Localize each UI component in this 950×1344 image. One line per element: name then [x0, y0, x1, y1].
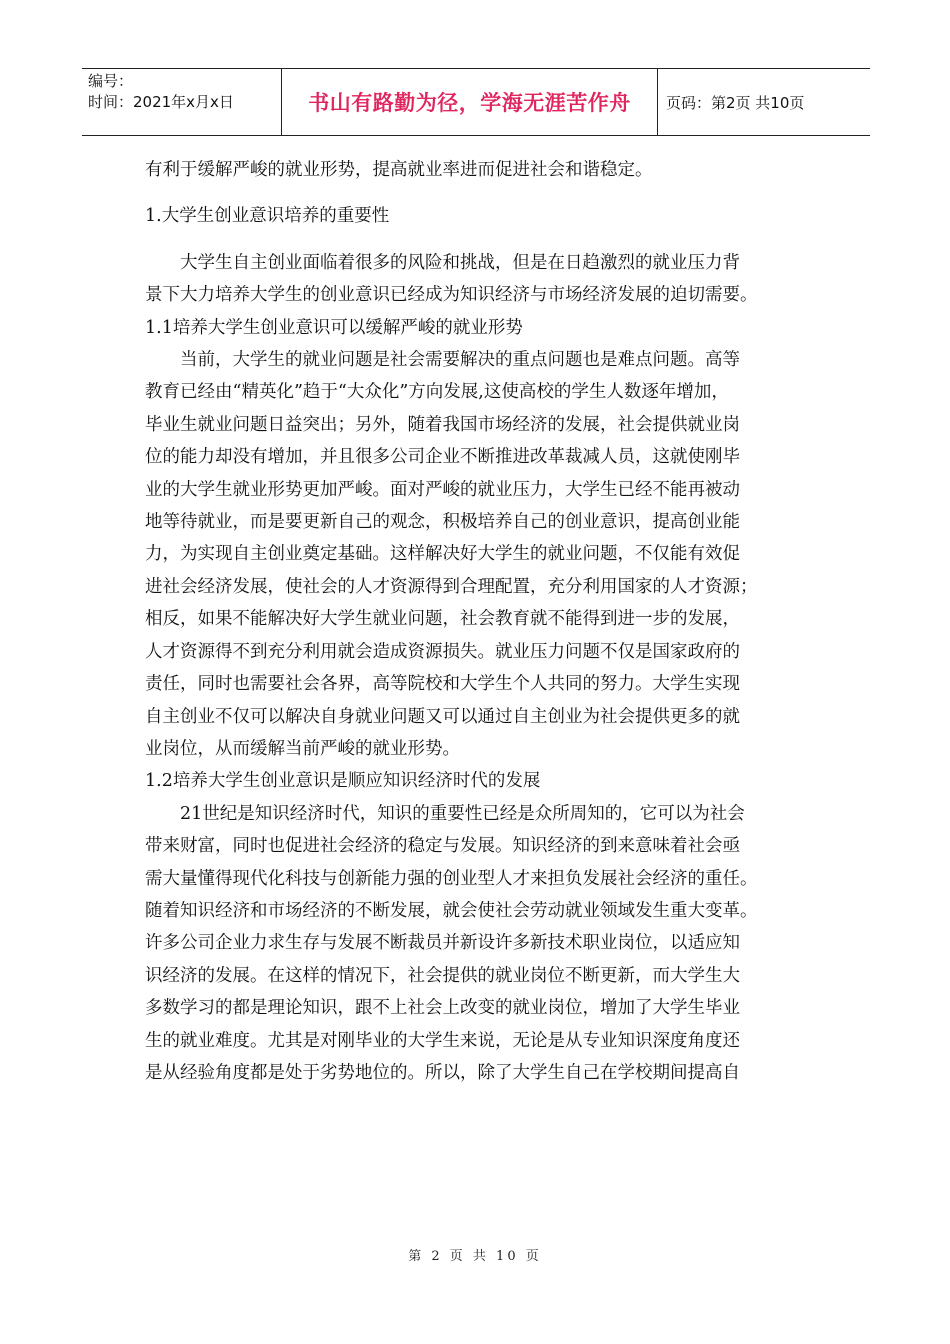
header-motto: 书山有路勤为径，学海无涯苦作舟 — [282, 69, 658, 135]
body-line: 大学生自主创业面临着很多的风险和挑战，但是在日趋激烈的就业压力背 — [180, 252, 740, 273]
subsection-heading: 1.1培养大学生创业意识可以缓解严峻的就业形势 — [145, 317, 523, 338]
section-heading: 1.大学生创业意识培养的重要性 — [145, 206, 390, 227]
body-line: 随着知识经济和市场经济的不断发展，就会使社会劳动就业领域发生重大变革。 — [145, 900, 758, 921]
body-line: 需大量懂得现代化科技与创新能力强的创业型人才来担负发展社会经济的重任。 — [145, 868, 758, 889]
body-line: 相反，如果不能解决好大学生就业问题，社会教育就不能得到进一步的发展， — [145, 609, 740, 630]
body-line: 地等待就业，而是要更新自己的观念，积极培养自己的创业意识，提高创业能 — [145, 512, 740, 533]
document-body — [145, 154, 825, 1089]
body-line: 人才资源得不到充分利用就会造成资源损失。就业压力问题不仅是国家政府的 — [145, 641, 740, 662]
body-line: 识经济的发展。在这样的情况下，社会提供的就业岗位不断更新，而大学生大 — [145, 965, 740, 986]
header-number-label: 编号： — [88, 72, 134, 90]
header-time-label: 时间：2021年x月x日 — [88, 93, 234, 111]
body-line: 业的大学生就业形势更加严峻。面对严峻的就业压力，大学生已经不能再被动 — [145, 479, 740, 500]
page-header — [82, 68, 870, 136]
body-line: 21世纪是知识经济时代，知识的重要性已经是众所周知的，它可以为社会 — [180, 803, 745, 824]
body-line: 业岗位，从而缓解当前严峻的就业形势。 — [145, 738, 460, 759]
page-footer: 第 2 页 共 10 页 — [408, 1249, 542, 1264]
body-line: 景下大力培养大学生的创业意识已经成为知识经济与市场经济发展的迫切需要。 — [145, 285, 758, 306]
body-line: 是从经验角度都是处于劣势地位的。所以，除了大学生自己在学校期间提高自 — [145, 1062, 740, 1083]
body-line: 带来财富，同时也促进社会经济的稳定与发展。知识经济的到来意味着社会亟 — [145, 836, 740, 857]
body-line: 许多公司企业力求生存与发展不断裁员并新设许多新技术职业岗位，以适应知 — [145, 933, 740, 954]
body-line: 当前，大学生的就业问题是社会需要解决的重点问题也是难点问题。高等 — [180, 350, 740, 371]
body-line: 进社会经济发展，使社会的人才资源得到合理配置，充分利用国家的人才资源； — [145, 576, 758, 597]
body-line: 毕业生就业问题日益突出；另外，随着我国市场经济的发展，社会提供就业岗 — [145, 414, 740, 435]
body-line: 力，为实现自主创业奠定基础。这样解决好大学生的就业问题，不仅能有效促 — [145, 544, 740, 565]
header-meta — [82, 69, 282, 135]
body-line: 教育已经由“精英化”趋于“大众化”方向发展,这使高校的学生人数逐年增加， — [145, 382, 729, 403]
body-line: 自主创业不仅可以解决自身就业问题又可以通过自主创业为社会提供更多的就 — [145, 706, 740, 727]
body-line: 多数学习的都是理论知识，跟不上社会上改变的就业岗位，增加了大学生毕业 — [145, 998, 740, 1019]
body-line: 位的能力却没有增加，并且很多公司企业不断推进改革裁减人员，这就使刚毕 — [145, 447, 740, 468]
body-line: 有利于缓解严峻的就业形势，提高就业率进而促进社会和谐稳定。 — [145, 160, 653, 180]
body-line: 责任，同时也需要社会各界，高等院校和大学生个人共同的努力。大学生实现 — [145, 674, 740, 695]
subsection-heading: 1.2培养大学生创业意识是顺应知识经济时代的发展 — [145, 771, 541, 792]
body-line: 生的就业难度。尤其是对刚毕业的大学生来说，无论是从专业知识深度角度还 — [145, 1030, 740, 1051]
header-page-info: 页码：第2页 共10页 — [666, 93, 805, 112]
